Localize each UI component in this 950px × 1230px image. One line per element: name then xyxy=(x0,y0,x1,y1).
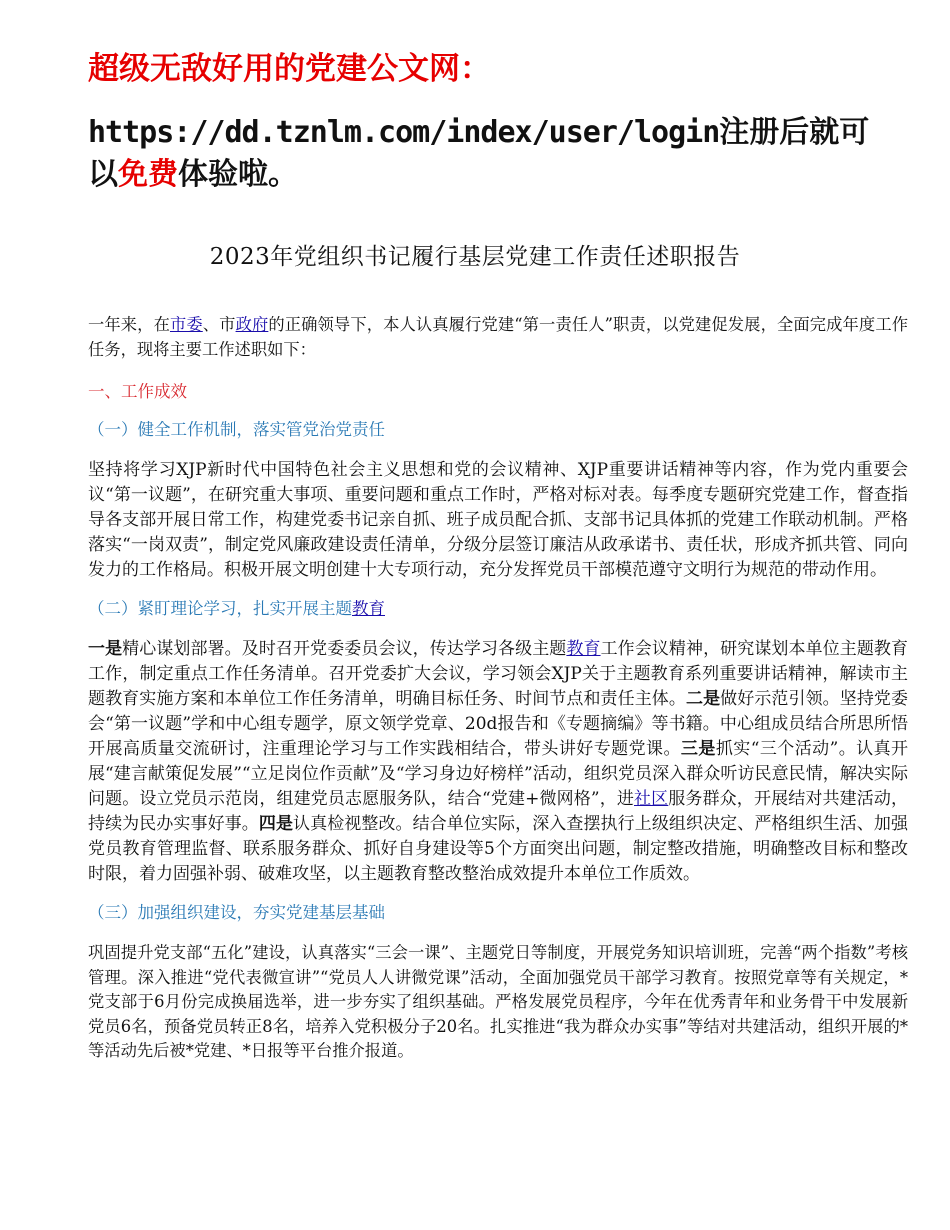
intro-paragraph xyxy=(88,313,908,362)
point-1-text-b: 工作会议精神，研究谋划本单位主题教育工作，制定重点工作任务清单。召开党委扩大会议，学习领会XJP关于主题教育系列重要讲话精神，解读市主题教育实施方案和本单位工作任务清单，明确目标任务、时间节点和责任主体。 xyxy=(88,639,909,709)
point-3-label: 三是 xyxy=(680,739,716,759)
point-2-label: 二是 xyxy=(685,689,721,709)
subsection-3-body: 巩固提升党支部“五化”建设，认真落实“三会一课”、主题党日等制度，开展党务知识培训班，完善“两个指数”考核管理。深入推进“党代表微宣讲”“党员人人讲微党课”活动，全面加强党员干部学习教育。按照党章等有关规定，*党支部于6月份完成换届选举，进一步夯实了组织基础。严格发展党员程序，今年在优秀青年和业务骨干中发展新党员6名，预备党员转正8名，培养入党积极分子20名。扎实推进“我为群众办实事”等结对共建活动，组织开展的*等活动先后被*党建、*日报等平台推介报道。 xyxy=(88,943,908,1060)
banner-url[interactable]: https://dd.tznlm.com/index/user/login xyxy=(88,115,720,150)
subsection-2-heading-text: （二）紧盯理论学习，扎实开展主题 xyxy=(88,599,352,618)
link-jiaoyu[interactable]: 教育 xyxy=(566,639,601,659)
subsection-heading-3: （三）加强组织建设，夯实党建基层基础 xyxy=(88,903,385,922)
point-2-text: 做好示范引领。坚持党委会“第一议题”学和中心组专题学，原文领学党章、20d报告和《专题摘编》等书籍。中心组成员结合所思所悟开展高质量交流研讨，注重理论学习与工作实践相结合，带头讲好专题党课。 xyxy=(88,689,909,759)
banner-headline: 超级无敌好用的党建公文网： xyxy=(88,51,491,87)
banner-line2-end: 体验啦。 xyxy=(178,157,298,192)
intro-text-2: 、市 xyxy=(202,315,236,334)
point-4-text: 认真检视整改。结合单位实际，深入查摆执行上级组织决定、严格组织生活、加强党员教育管理监督、联系服务群众、抓好自身建设等5个方面突出问题，制定整改措施，明确整改目标和整改时限，着力固强补弱、破难攻坚，以主题教育整改整治成效提升本单位工作质效。 xyxy=(88,814,909,884)
link-jiaoyu-heading[interactable]: 教育 xyxy=(352,599,385,618)
subsection-heading-1: （一）健全工作机制，落实管党治党责任 xyxy=(88,420,385,439)
subsection-2-body xyxy=(88,637,908,887)
link-zhengfu[interactable]: 政府 xyxy=(235,315,269,334)
point-3-text-b: 服务群众，开展结对共建活动，持续为民办实事好事。 xyxy=(88,789,909,834)
point-1-label: 一是 xyxy=(88,639,123,659)
point-1-text-a: 精心谋划部署。及时召开党委委员会议，传达学习各级主题 xyxy=(122,639,567,659)
subsection-1-body: 坚持将学习XJP新时代中国特色社会主义思想和党的会议精神、XJP重要讲话精神等内容，作为党内重要会议“第一议题”，在研究重大事项、重要问题和重点工作时，严格对标对表。每季度专题研究党建工作，督查指导各支部开展日常工作，构建党委书记亲自抓、班子成员配合抓、支部书记具体抓的党建工作联动机制。严格落实“一岗双责”，制定党风廉政建设责任清单，分级分层签订廉洁从政承诺书、责任状，形成齐抓共管、同向发力的工作格局。积极开展文明创建十大专项行动，充分发挥党员干部模范遵守文明行为规范的带动作用。 xyxy=(88,460,908,580)
point-3-text-a: 抓实“三个活动”。认真开展“建言献策促发展”“立足岗位作贡献”及“学习身边好榜样”活动，组织党员深入群众听访民意民情，解决实际问题。设立党员示范岗，组建党员志愿服务队，结合“党建+微网格”，进 xyxy=(88,739,909,809)
subsection-heading-2 xyxy=(88,597,908,621)
banner-after-url: 注册后就可 xyxy=(719,115,870,150)
section-heading-1: 一、工作成效 xyxy=(88,382,187,401)
document-body xyxy=(88,313,908,1064)
link-shiwei[interactable]: 市委 xyxy=(169,315,203,334)
link-shequ[interactable]: 社区 xyxy=(634,789,669,809)
promo-banner xyxy=(88,48,918,196)
banner-line2-start: 以 xyxy=(88,157,118,192)
document-title: 2023年党组织书记履行基层党建工作责任述职报告 xyxy=(209,244,741,270)
banner-free-text: 免费 xyxy=(118,157,178,192)
point-4-label: 四是 xyxy=(258,814,294,834)
banner-line2 xyxy=(88,112,918,196)
intro-text-1: 一年来，在 xyxy=(88,315,170,334)
intro-text-3: 的正确领导下，本人认真履行党建“第一责任人”职责，以党建促发展，全面完成年度工作任务，现将主要工作述职如下： xyxy=(88,315,908,359)
